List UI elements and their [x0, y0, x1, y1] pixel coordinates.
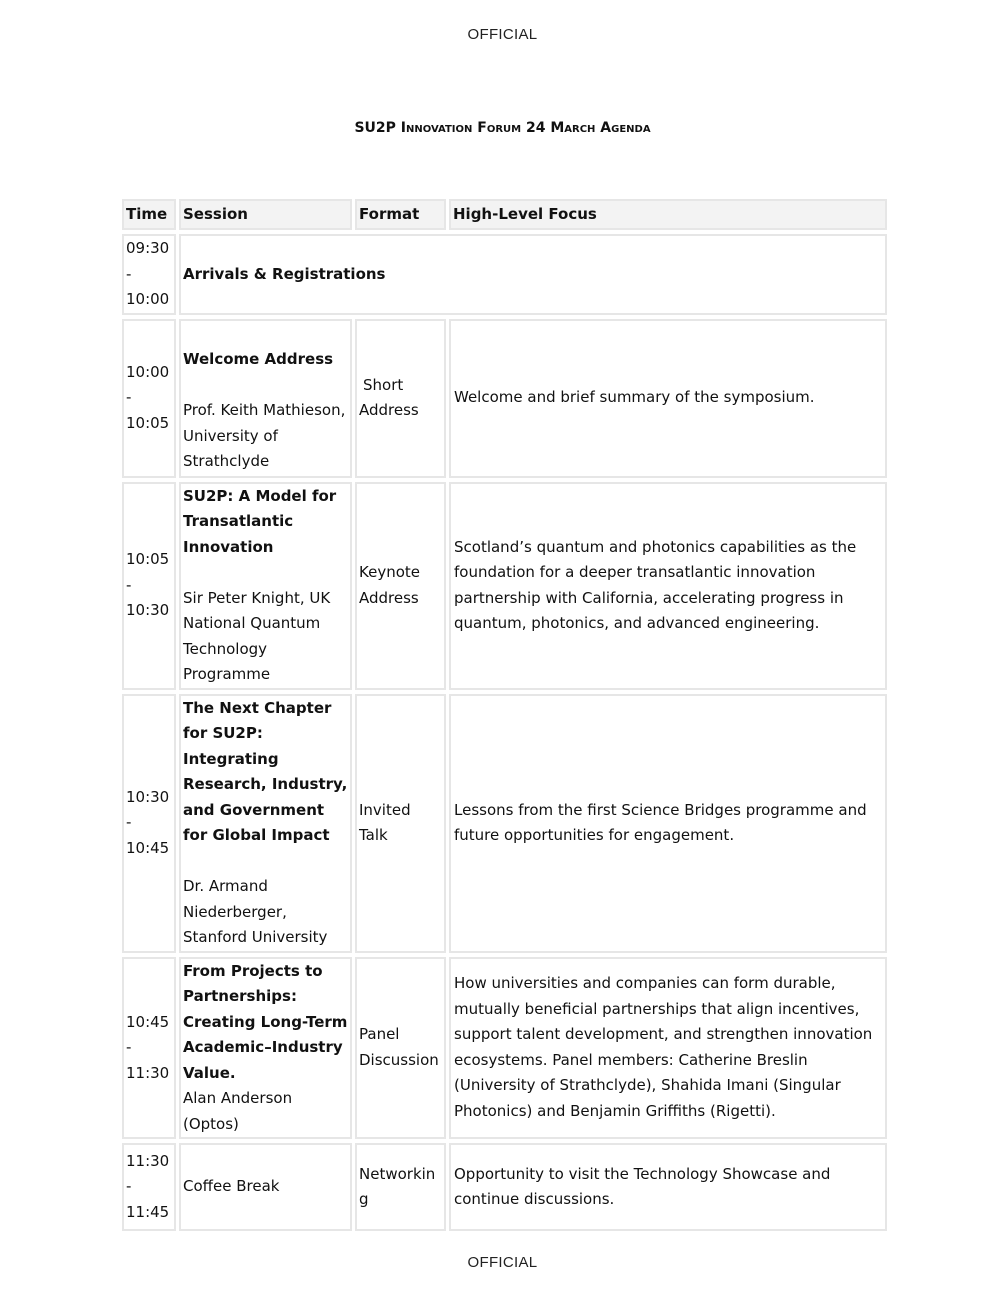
- session-cell: [179, 1143, 352, 1231]
- format-label: Networking: [359, 1164, 436, 1208]
- format-label: Invited Talk: [359, 800, 411, 844]
- session-cell: [179, 694, 352, 953]
- session-cell: [179, 482, 352, 690]
- column-header-session: Session: [179, 199, 352, 230]
- focus-text: Scotland’s quantum and photonics capabilities as the foundation for a deeper transatlantic innovation partnership with California, accelerating progress in quantum, photonics, and advanced engineering.: [454, 537, 857, 632]
- header-classification-marking: OFFICIAL: [467, 26, 538, 43]
- session-cell: [179, 957, 352, 1140]
- time-start: 10:05-: [126, 550, 170, 594]
- focus-text: How universities and companies can form durable, mutually beneficial partnerships that align incentives, support talent development, and strengthen innovation ecosystems. Panel members: Catherine Breslin (University of Strathclyde), Shahida Imani (Singular Photonics) and Benjamin Griffiths (Rigetti).: [454, 974, 873, 1120]
- focus-cell: [449, 694, 887, 953]
- focus-cell: [449, 1143, 887, 1231]
- session-speaker: Sir Peter Knight, UK National Quantum Technology Programme: [183, 588, 331, 683]
- column-header-format: Format: [355, 199, 446, 230]
- format-cell: [355, 694, 446, 953]
- session-title: Coffee Break: [183, 1177, 280, 1196]
- time-end: 10:30: [126, 601, 170, 620]
- column-header-focus: High-Level Focus: [449, 199, 887, 230]
- page-title: SU2P Innovation Forum 24 March Agenda: [354, 120, 651, 136]
- session-title: SU2P: A Model for Transatlantic Innovation: [183, 486, 337, 556]
- focus-cell: [449, 482, 887, 690]
- focus-text: Opportunity to visit the Technology Showcase and continue discussions.: [454, 1164, 831, 1208]
- session-title: From Projects to Partnerships: Creating Long-Term Academic–Industry Value.: [183, 961, 348, 1082]
- format-cell: [355, 319, 446, 478]
- session-cell: [179, 319, 352, 478]
- footer-classification-marking: OFFICIAL: [467, 1254, 538, 1271]
- focus-cell: [449, 957, 887, 1140]
- column-header-time: Time: [122, 199, 176, 230]
- format-label-line1: Short: [363, 375, 404, 394]
- time-start: 10:30-: [126, 787, 170, 832]
- format-cell: [355, 957, 446, 1140]
- session-title: Arrivals & Registrations: [183, 264, 386, 283]
- session-title: The Next Chapter for SU2P: Integrating Research, Industry, and Government for Global Impact: [183, 698, 348, 844]
- time-start: 09:30-: [126, 239, 170, 283]
- time-cell: [122, 482, 176, 690]
- time-cell: [122, 234, 176, 315]
- format-label-line1: Keynote: [359, 563, 420, 581]
- time-start: 10:45-: [126, 1012, 170, 1056]
- format-cell: [355, 1143, 446, 1231]
- format-label-line2: Discussion: [359, 1050, 439, 1069]
- time-end: 10:00: [126, 290, 170, 308]
- time-end: 10:45: [126, 838, 170, 857]
- table-row: [122, 1143, 887, 1231]
- agenda-table: [119, 195, 890, 1235]
- format-cell: [355, 482, 446, 690]
- time-cell: [122, 319, 176, 478]
- session-speaker: Dr. Armand Niederberger, Stanford University: [183, 877, 328, 946]
- format-label-line2: Address: [359, 588, 419, 607]
- format-label-line2: Address: [359, 401, 419, 419]
- time-cell: [122, 694, 176, 953]
- time-end: 10:05: [126, 413, 170, 432]
- time-cell: [122, 1143, 176, 1231]
- format-label-line1: Panel: [359, 1025, 400, 1044]
- time-start: 11:30-: [126, 1151, 170, 1196]
- time-start: 10:00-: [126, 362, 170, 407]
- time-end: 11:30: [126, 1063, 170, 1082]
- table-row: [122, 694, 887, 953]
- table-row: [122, 957, 887, 1140]
- table-header-row: [122, 199, 887, 230]
- session-cell: [179, 234, 887, 315]
- time-end: 11:45: [126, 1202, 170, 1221]
- table-row: [122, 319, 887, 478]
- focus-cell: [449, 319, 887, 478]
- time-cell: [122, 957, 176, 1140]
- table-row: [122, 482, 887, 690]
- focus-text: Welcome and brief summary of the symposium.: [454, 388, 815, 407]
- table-row: [122, 234, 887, 315]
- session-title: Welcome Address: [183, 350, 334, 368]
- session-speaker: Prof. Keith Mathieson, University of Strathclyde: [183, 401, 346, 470]
- focus-text: Lessons from the first Science Bridges programme and future opportunities for engagement.: [454, 800, 867, 844]
- session-speaker: Alan Anderson (Optos): [183, 1089, 293, 1133]
